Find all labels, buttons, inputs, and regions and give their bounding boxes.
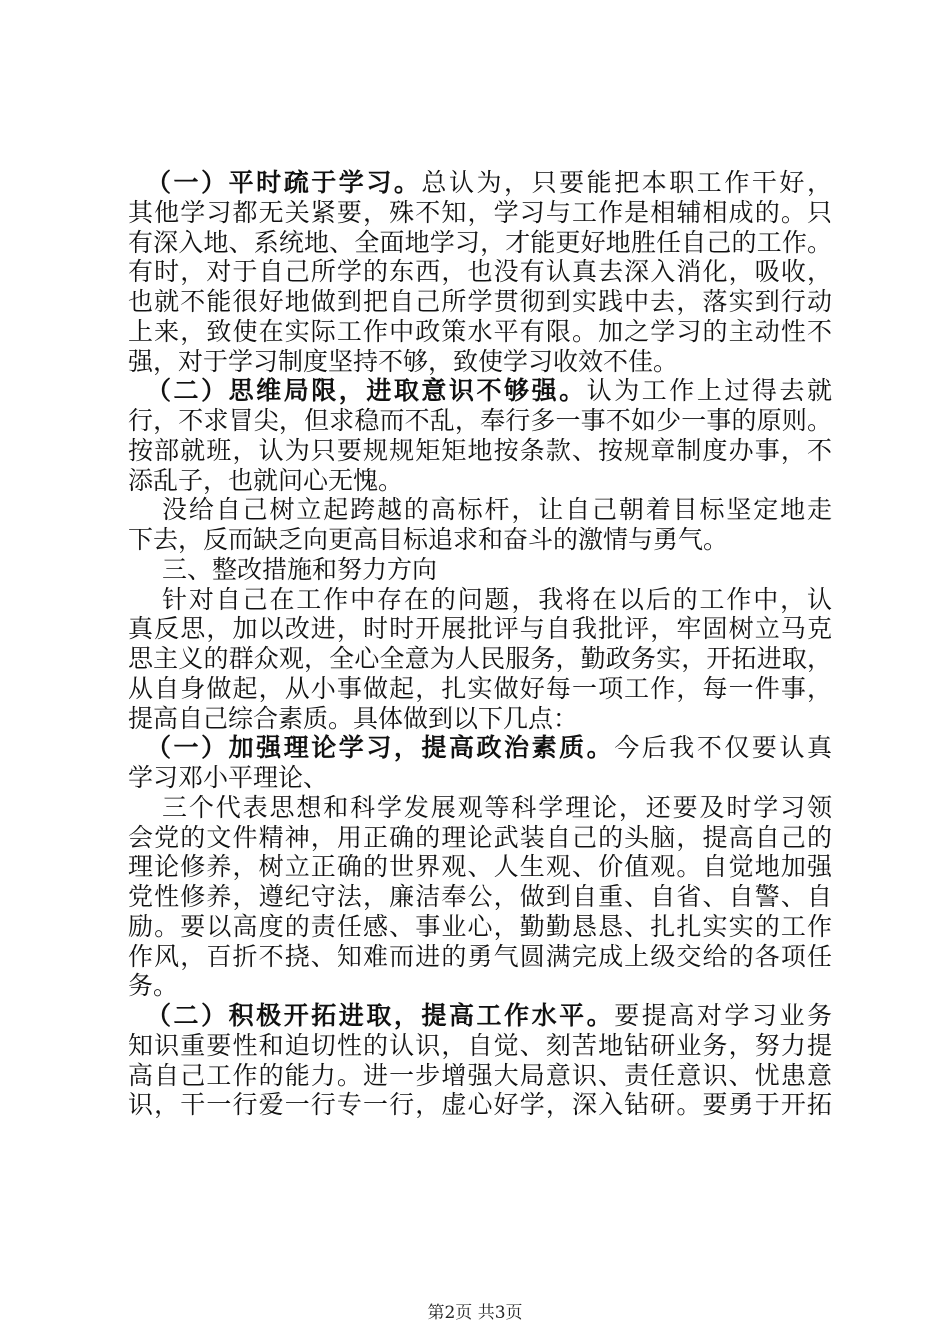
body-text: 思主义的群众观，全心全意为人民服务，勤政务实，开拓进取， xyxy=(128,644,832,673)
text-line xyxy=(128,347,832,377)
bold-lead-phrase: （二）积极开拓进取，提高工作水平。 xyxy=(146,1001,615,1030)
body-text: 作风，百折不挠、知难而进的勇气圆满完成上级交给的各项任 xyxy=(128,941,832,971)
section-heading xyxy=(128,555,832,585)
text-line xyxy=(128,614,832,644)
body-text: 行，不求冒尖，但求稳而不乱，奉行多一事不如少一事的原则。 xyxy=(128,406,832,435)
text-line xyxy=(128,852,832,882)
paragraph xyxy=(128,585,832,734)
body-text: 其他学习都无关紧要，殊不知，学习与工作是相辅相成的。只 xyxy=(128,197,832,227)
text-line xyxy=(128,1090,832,1120)
body-text: 也就不能很好地做到把自己所学贯彻到实践中去，落实到行动 xyxy=(128,287,832,316)
text-line xyxy=(128,823,832,853)
paragraph xyxy=(128,1001,832,1120)
text-line xyxy=(128,317,832,347)
bold-lead-phrase: （一）平时疏于学习。 xyxy=(146,168,422,197)
body-text: 知识重要性和迫切性的认识，自觉、刻苦地钻研业务，努力提 xyxy=(128,1030,832,1060)
body-text: 提高自己综合素质。具体做到以下几点： xyxy=(128,703,579,733)
text-line xyxy=(128,376,832,406)
text-line xyxy=(128,257,832,287)
body-text: 总认为，只要能把本职工作干好， xyxy=(421,168,832,197)
bold-lead-phrase: （一）加强理论学习，提高政治素质。 xyxy=(146,733,615,763)
text-line xyxy=(128,466,832,496)
body-text: 添乱子，也就问心无愧。 xyxy=(128,465,404,495)
body-text: 务。 xyxy=(128,971,179,1001)
body-text: 针对自己在工作中存在的问题，我将在以后的工作中，认 xyxy=(162,584,832,614)
body-text: 有时，对于自己所学的东西，也没有认真去深入消化，吸收， xyxy=(128,257,832,287)
page-footer: 第2页 共3页 xyxy=(427,1303,523,1323)
body-text: 党性修养，遵纪守法，廉洁奉公，做到自重、自省、自警、自 xyxy=(128,882,832,911)
text-line xyxy=(128,436,832,466)
body-text: 理论修养，树立正确的世界观、人生观、价值观。自觉地加强 xyxy=(128,852,832,882)
body-text: 学习邓小平理论、 xyxy=(128,763,329,792)
text-line xyxy=(128,1001,832,1031)
body-text: 会党的文件精神，用正确的理论武装自己的头脑，提高自己的 xyxy=(128,822,832,852)
text-line xyxy=(128,555,832,585)
text-line xyxy=(128,525,832,555)
body-text: 下去，反而缺乏向更高目标追求和奋斗的激情与勇气。 xyxy=(128,525,729,554)
body-text: 要提高对学习业务 xyxy=(614,1001,832,1030)
text-line xyxy=(128,644,832,674)
body-text: 没给自己树立起跨越的高标杆，让自己朝着目标坚定地走 xyxy=(162,495,832,525)
text-line xyxy=(128,882,832,912)
text-line xyxy=(128,942,832,972)
paragraph xyxy=(128,168,832,376)
body-text: 上来，致使在实际工作中政策水平有限。加之学习的主动性不 xyxy=(128,316,832,346)
body-text: 真反思，加以改进，时时开展批评与自我批评，牢固树立马克 xyxy=(128,614,832,644)
body-text: 有深入地、系统地、全面地学习，才能更好地胜任自己的工作。 xyxy=(128,227,832,257)
text-line xyxy=(128,912,832,942)
text-line xyxy=(128,228,832,258)
body-text: 三个代表思想和科学发展观等科学理论，还要及时学习领 xyxy=(162,792,832,822)
text-line xyxy=(128,733,832,763)
text-line xyxy=(128,198,832,228)
paragraph xyxy=(128,495,832,555)
text-line xyxy=(128,168,832,198)
text-line xyxy=(128,704,832,734)
heading-text: 三、整改措施和努力方向 xyxy=(162,554,438,584)
body-text: 励。要以高度的责任感、事业心，勤勤恳恳、扎扎实实的工作 xyxy=(128,911,832,941)
body-text: 识，干一行爱一行专一行，虚心好学，深入钻研。要勇于开拓 xyxy=(128,1090,832,1120)
text-line xyxy=(128,971,832,1001)
text-line xyxy=(128,287,832,317)
text-line xyxy=(128,674,832,704)
paragraph xyxy=(128,376,832,495)
body-text: 认为工作上过得去就 xyxy=(586,376,832,406)
paragraph xyxy=(128,733,832,793)
text-line xyxy=(128,585,832,615)
text-line xyxy=(128,406,832,436)
body-text: 强，对于学习制度坚持不够，致使学习收效不佳。 xyxy=(128,346,679,376)
body-text: 按部就班，认为只要规规矩矩地按条款、按规章制度办事，不 xyxy=(128,435,832,465)
bold-lead-phrase: （二）思维局限，进取意识不够强。 xyxy=(146,376,587,406)
text-line xyxy=(128,1061,832,1091)
body-text: 高自己工作的能力。进一步增强大局意识、责任意识、忧患意 xyxy=(128,1060,832,1090)
body-text: 从自身做起，从小事做起，扎实做好每一项工作，每一件事， xyxy=(128,673,832,703)
text-line xyxy=(128,495,832,525)
paragraph xyxy=(128,793,832,1001)
text-line xyxy=(128,793,832,823)
body-text: 今后我不仅要认真 xyxy=(614,733,832,763)
text-line xyxy=(128,763,832,793)
document-body xyxy=(128,168,832,1120)
text-line xyxy=(128,1031,832,1061)
